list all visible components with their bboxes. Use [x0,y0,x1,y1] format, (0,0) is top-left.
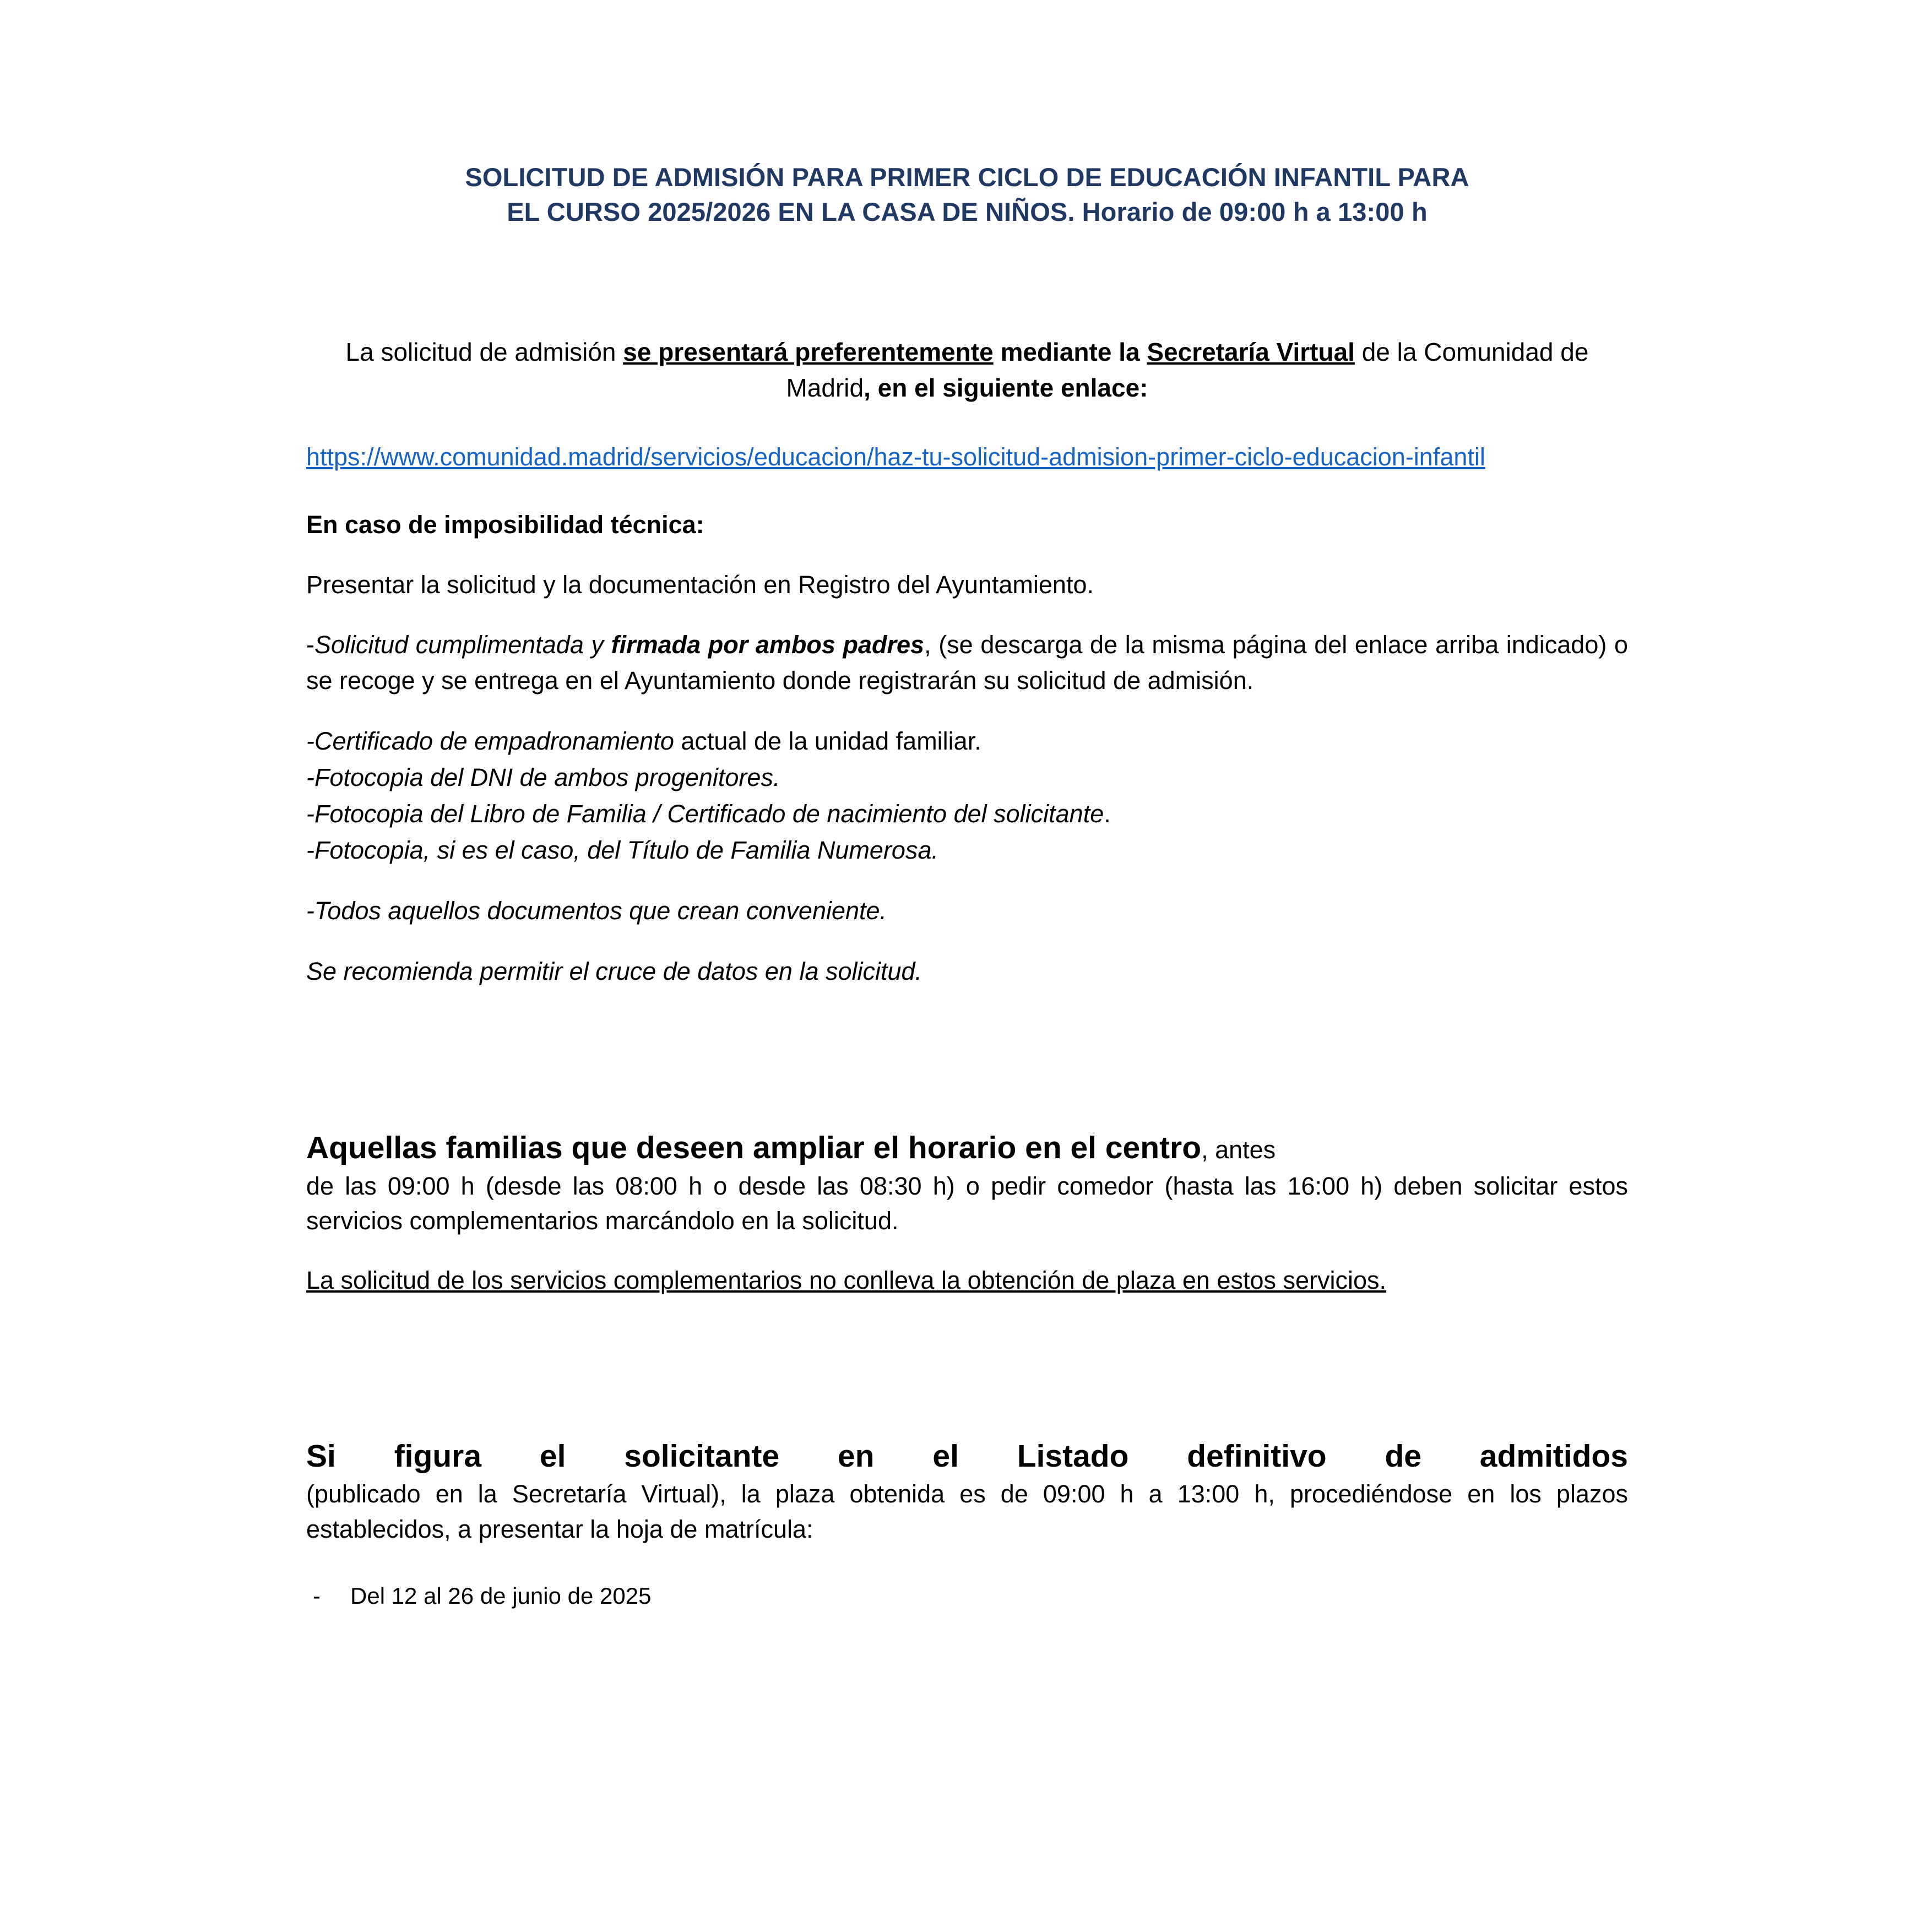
list-item [306,723,1628,759]
document-item-2-italic: -Certificado de empadronamiento [306,726,674,755]
spacer [306,1298,1628,1436]
spacer [306,474,1628,507]
list-item [306,796,1628,832]
spacer [306,1547,1628,1580]
intro-paragraph [306,334,1628,406]
document-content [306,160,1628,1613]
admission-form-link[interactable]: https://www.comunidad.madrid/servicios/educacion/haz-tu-solicitud-admision-primer-ciclo-educacion-infantil [306,442,1485,471]
list-item: -Fotocopia, si es el caso, del Título de Familia Numerosa. [306,836,938,864]
deliver-item-1-rest: , (se descarga de la misma página del enlace arriba indicado) o se recoge y se entrega en el Ayuntamiento donde registrarán su solicitud de admisión. [306,630,1628,694]
deliver-item-1 [306,627,1628,699]
schedule-heading-text: Aquellas familias que deseen ampliar el horario en el centro [306,1130,1202,1166]
document-item-4-italic: -Fotocopia del Libro de Familia / Certificado de nacimiento del solicitante [306,799,1104,828]
bullet-dash: - [313,1583,321,1609]
spacer [306,543,1628,567]
deliver-item-1-dash: - [306,630,314,659]
spacer [306,230,1628,334]
intro-emphasis-1: se presentará preferentemente [623,337,994,366]
deliver-block [306,627,1628,699]
schedule-section-body: de las 09:00 h (desde las 08:00 h o desde las 08:30 h) o pedir comedor (hasta las 16:00 h) deben solicitar estos servicios complementarios marcándolo en la solicitud. [306,1171,1628,1235]
deliver-item-1-bold: firmada por ambos padres [611,630,925,659]
spacer [306,406,1628,439]
page-title-line-2: EL CURSO 2025/2026 EN LA CASA DE NIÑOS. Horario de 09:00 h a 13:00 h [507,197,1428,227]
technical-body: Presentar la solicitud y la documentación en Registro del Ayuntamiento. [306,571,1094,599]
intro-text-3: de la Comunidad de Madrid [786,337,1589,403]
intro-emphasis-2: Secretaría Virtual [1147,337,1355,366]
admitted-date-text: Del 12 al 26 de junio de 2025 [350,1583,652,1609]
deliver-item-1-italic: Solicitud cumplimentada y [314,630,611,659]
spacer [306,869,1628,893]
spacer [306,929,1628,953]
intro-emphasis-3: , en el siguiente enlace: [864,373,1148,403]
schedule-heading-tail: , antes [1201,1136,1276,1164]
page-title [306,160,1628,230]
document-item-4-rest: . [1104,799,1111,828]
intro-text-1: La solicitud de admisión [345,337,623,366]
admitted-section-body: (publicado en la Secretaría Virtual), la plaza obtenida es de 09:00 h a 13:00 h, procediéndose en los plazos establecidos, a presentar la hoja de matrícula: [306,1480,1628,1544]
schedule-section-heading [306,1127,1628,1168]
documents-list [306,723,1628,869]
data-cross-note: Se recomienda permitir el cruce de datos en la solicitud. [306,957,922,986]
admitted-section-heading: Si figura el solicitante en el Listado definitivo de admitidos [306,1439,1628,1474]
spacer [306,990,1628,1127]
schedule-section-note: La solicitud de los servicios complementarios no conlleva la obtención de plaza en estos servicios. [306,1266,1387,1295]
spacer [306,1239,1628,1263]
list-item: -Fotocopia del DNI de ambos progenitores. [306,763,780,791]
spacer [306,699,1628,723]
page-title-line-1: SOLICITUD DE ADMISIÓN PARA PRIMER CICLO DE EDUCACIÓN INFANTIL PARA [465,162,1469,192]
admitted-date-item [306,1580,1628,1613]
document-item-2-rest: actual de la unidad familiar. [674,726,981,755]
document-item-6: -Todos aquellos documentos que crean conveniente. [306,897,887,925]
spacer [306,603,1628,627]
technical-heading: En caso de imposibilidad técnica: [306,511,704,539]
intro-text-2: mediante la [993,337,1147,366]
